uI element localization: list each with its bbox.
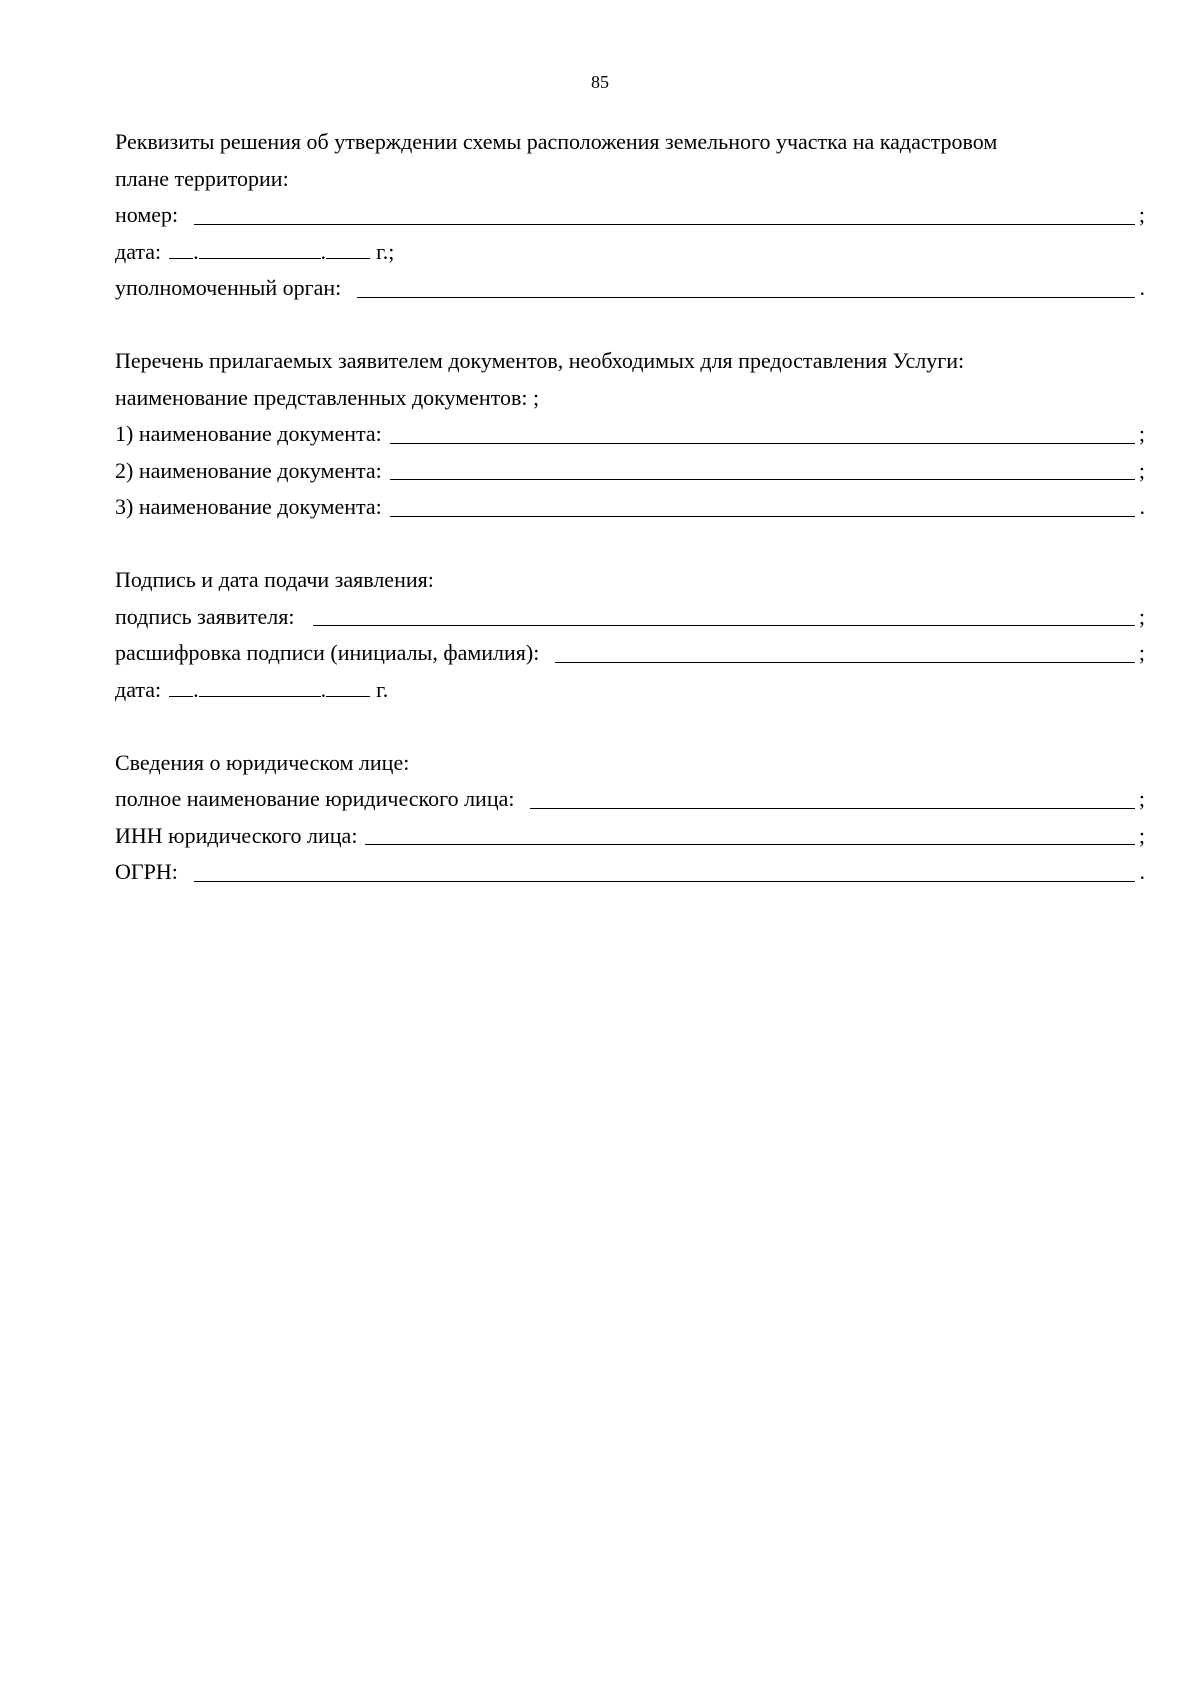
doc2-label: 2) наименование документа: <box>115 457 382 483</box>
doc2-field[interactable] <box>390 478 1135 480</box>
section4-heading: Сведения о юридическом лице: <box>115 749 410 775</box>
entity-fullname-field[interactable] <box>530 807 1135 809</box>
decision-date-dot1: . <box>193 238 199 264</box>
number-end: ; <box>1138 202 1145 227</box>
decryption-end: ; <box>1138 640 1145 665</box>
section3-heading-row <box>115 562 1145 599</box>
doc3-row <box>115 489 1145 526</box>
section1-heading-text2: плане территории: <box>115 165 289 191</box>
authority-label: уполномоченный орган: <box>115 275 342 300</box>
authority-row <box>115 270 1145 307</box>
decryption-label: расшифровка подписи (инициалы, фамилия): <box>115 640 540 665</box>
authority-end: . <box>1139 275 1145 300</box>
doc2-end: ; <box>1138 457 1145 483</box>
decision-date-day-field[interactable] <box>169 257 193 259</box>
entity-fullname-row <box>115 781 1145 818</box>
section2-heading: Перечень прилагаемых заявителем документов, необходимых для предоставления Услуги: <box>115 348 965 373</box>
section2-subheading: наименование представленных документов: ; <box>115 384 540 410</box>
doc3-end: . <box>1139 494 1145 519</box>
submission-date-month-field[interactable] <box>199 695 321 697</box>
decryption-field[interactable] <box>555 661 1135 663</box>
spacer-2 <box>115 526 1145 563</box>
section1-heading-line1 <box>115 124 1145 161</box>
signature-row <box>115 599 1145 636</box>
spacer-3 <box>115 708 1145 745</box>
decision-date-month-field[interactable] <box>199 257 321 259</box>
entity-fullname-label: полное наименование юридического лица: <box>115 786 515 811</box>
entity-ogrn-label: ОГРН: <box>115 859 178 884</box>
doc3-field[interactable] <box>390 515 1135 517</box>
signature-label: подпись заявителя: <box>115 603 295 629</box>
doc1-label: 1) наименование документа: <box>115 421 382 446</box>
section2-heading-row <box>115 343 1145 380</box>
number-label: номер: <box>115 202 179 227</box>
submission-date-year-field[interactable] <box>326 695 370 697</box>
section2-subheading-row <box>115 380 1145 417</box>
entity-inn-row <box>115 818 1145 855</box>
doc1-end: ; <box>1138 421 1145 446</box>
doc1-row <box>115 416 1145 453</box>
entity-inn-end: ; <box>1138 822 1145 848</box>
section4-heading-row <box>115 745 1145 782</box>
document-body <box>115 124 1145 891</box>
section1-heading-text1: Реквизиты решения об утверждении схемы расположения земельного участка на кадастровом <box>115 129 998 154</box>
doc3-label: 3) наименование документа: <box>115 494 382 519</box>
entity-fullname-end: ; <box>1138 786 1145 811</box>
doc1-field[interactable] <box>390 442 1135 444</box>
entity-inn-field[interactable] <box>365 843 1135 845</box>
decision-date-dot2: . <box>320 238 327 264</box>
decision-date-row <box>115 234 1145 271</box>
authority-field[interactable] <box>357 296 1135 298</box>
page-number: 85 <box>591 72 609 92</box>
entity-inn-label: ИНН юридического лица: <box>115 822 358 848</box>
spacer-1 <box>115 307 1145 344</box>
entity-ogrn-field[interactable] <box>194 880 1135 882</box>
section1-heading-line2 <box>115 161 1145 198</box>
submission-date-day-field[interactable] <box>169 695 193 697</box>
submission-date-suffix: г. <box>376 676 389 702</box>
doc2-row <box>115 453 1145 490</box>
submission-date-label: дата: <box>115 676 162 702</box>
decision-date-label: дата: <box>115 238 162 264</box>
section3-heading: Подпись и дата подачи заявления: <box>115 567 434 592</box>
decryption-row <box>115 635 1145 672</box>
submission-date-dot2: . <box>320 676 327 702</box>
signature-end: ; <box>1138 603 1145 629</box>
decision-date-year-field[interactable] <box>326 257 370 259</box>
decision-date-suffix: г.; <box>376 238 395 264</box>
submission-date-row <box>115 672 1145 709</box>
signature-field[interactable] <box>313 624 1135 626</box>
number-field[interactable] <box>194 223 1135 225</box>
entity-ogrn-row <box>115 854 1145 891</box>
submission-date-dot1: . <box>193 676 199 702</box>
number-row <box>115 197 1145 234</box>
entity-ogrn-end: . <box>1139 859 1145 884</box>
